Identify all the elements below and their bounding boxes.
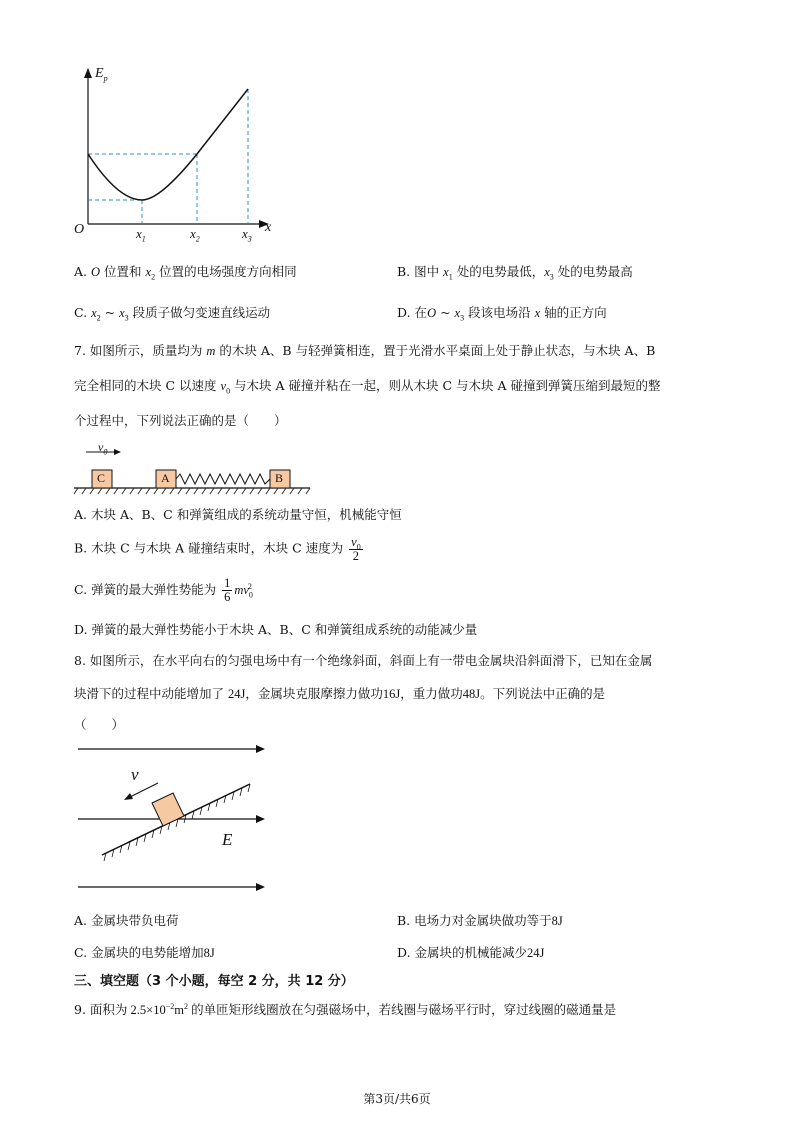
e-field-label: E — [222, 830, 233, 849]
potential-energy-graph — [0, 0, 794, 250]
ep-curve — [88, 89, 248, 200]
spring — [176, 474, 270, 484]
incline-field-diagram — [0, 735, 794, 895]
block-velocity-arrow — [128, 783, 158, 798]
tick-x2: $x_2$ — [190, 226, 200, 244]
section-3-heading: 三、填空题（3 个小题，每空 2 分，共 12 分） — [74, 974, 354, 989]
q7-option-b: B. 木块 C 与木块 A 碰撞结束时，木块 C 速度为 $\frac{v_0}{2}$ — [74, 535, 361, 563]
y-axis-label: $E_p$ — [95, 66, 108, 83]
q6-option-c: C. $x_2$ ~ $x_3$ 段质子做匀变速直线运动 — [74, 305, 271, 323]
v0-over-2-fraction: $\frac{v_0}{2}$ — [351, 535, 361, 563]
x-axis-label: x — [265, 220, 272, 235]
spring-block-diagram — [0, 436, 794, 516]
tick-x1: $x_1$ — [136, 226, 146, 244]
q7-line-3: 个过程中，下列说法正确的是（ ） — [74, 413, 287, 428]
q7-option-c: C. 弹簧的最大弹性势能为 $\frac{1}{6}$ $mv_0^2$ — [74, 576, 253, 604]
v0-label: $v_0$ — [98, 440, 108, 457]
q8-line-1: 8. 如图所示，在水平向右的匀强电场中有一个绝缘斜面，斜面上有一带电金属块沿斜面滑下，已知在金属 — [74, 653, 653, 668]
q7-line-1: 7. 如图所示，质量均为 m 的木块 A、B 与轻弹簧相连，置于光滑水平桌面上处于静止状态，与木块 A、B — [74, 343, 656, 358]
q7-option-d: D. 弹簧的最大弹性势能小于木块 A、B、C 和弹簧组成系统的动能减少量 — [74, 622, 478, 637]
q6-option-a: A. O 位置和 $x_2$ 位置的电场强度方向相同 — [74, 264, 297, 282]
q8-option-d: D. 金属块的机械能减少24J — [397, 945, 545, 960]
q8-option-a: A. 金属块带负电荷 — [74, 913, 179, 928]
q8-line-2: 块滑下的过程中动能增加了 24J，金属块克服摩擦力做功16J，重力做功48J。下列说法中正确的是 — [74, 686, 606, 701]
v-label: v — [131, 765, 139, 784]
q6-option-b: B. 图中 $x_1$ 处的电势最低，$x_3$ 处的电势最高 — [397, 264, 633, 282]
origin-label: O — [74, 222, 85, 237]
q8-option-c: C. 金属块的电势能增加8J — [74, 945, 215, 960]
block-a-label: A — [161, 471, 170, 485]
tick-x3: $x_3$ — [242, 226, 252, 244]
q7-option-a: A. 木块 A、B、C 和弹簧组成的系统动量守恒，机械能守恒 — [74, 507, 402, 522]
q8-option-b: B. 电场力对金属块做功等于8J — [397, 913, 563, 928]
block-c-label: C — [97, 471, 106, 485]
q8-line-3: （ ） — [74, 717, 125, 732]
y-axis-arrow — [84, 68, 92, 78]
q7-line-2: 完全相同的木块 C 以速度 $v_0$ 与木块 A 碰撞并粘在一起，则从木块 C 与木块 A 碰撞到弹簧压缩到最短的整 — [74, 378, 661, 396]
page-footer: 第3页/共6页 — [363, 1092, 431, 1106]
metal-block — [152, 793, 184, 826]
q9-line-1: 9. 面积为 $2.5\times 10^{-2}m^2$ 的单匝矩形线圈放在匀强磁场中，若线圈与磁场平行时，穿过线圈的磁通量是 — [74, 1001, 617, 1017]
block-b-label: B — [275, 471, 284, 485]
q6-option-d: D. 在O ~ $x_3$ 段该电场沿 x 轴的正方向 — [397, 305, 607, 323]
one-sixth-fraction: $\frac{1}{6}$ — [224, 576, 231, 604]
